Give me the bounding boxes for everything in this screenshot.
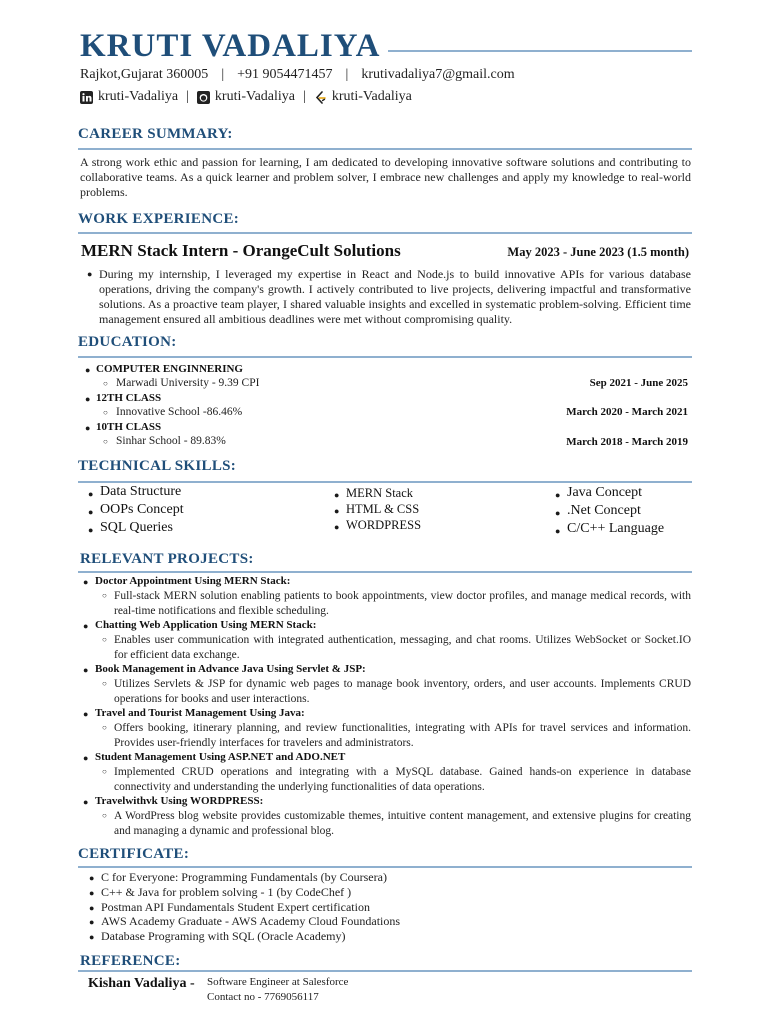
phone[interactable]: +91 9054471457 bbox=[237, 67, 333, 82]
bullet: ● bbox=[83, 621, 89, 631]
sub-bullet: ○ bbox=[103, 408, 108, 417]
location: Rajkot,Gujarat 360005 bbox=[80, 67, 209, 82]
education-school: Marwadi University - 9.39 CPI bbox=[116, 377, 260, 389]
skill-item: SQL Queries bbox=[100, 520, 173, 535]
project-description: Full-stack MERN solution enabling patients to book appointments, view doctor profiles, and manage medical records, with real-time notifications and flexible scheduling. bbox=[114, 590, 691, 617]
section-divider bbox=[78, 481, 692, 483]
certificate-item: Postman API Fundamentals Student Expert certification bbox=[101, 900, 370, 914]
bullet: ● bbox=[334, 506, 340, 516]
leetcode-link[interactable]: kruti-Vadaliya bbox=[331, 89, 412, 104]
certificate-item: C for Everyone: Programming Fundamentals (by Coursera) bbox=[101, 870, 387, 884]
bullet: ● bbox=[555, 490, 561, 500]
certificate-item: Database Programing with SQL (Oracle Academy) bbox=[101, 929, 346, 943]
reference-name: Kishan Vadaliya - bbox=[88, 976, 195, 991]
name-divider bbox=[388, 50, 692, 52]
section-divider bbox=[78, 866, 692, 868]
section-heading-education: EDUCATION: bbox=[78, 334, 177, 350]
project-description: Enables user communication with integrated authentication, messaging, and chat rooms. Utilizes WebSocket or Socket.IO for efficient data exchange. bbox=[114, 634, 691, 661]
bullet: ● bbox=[83, 797, 89, 807]
sub-bullet: ○ bbox=[103, 437, 108, 446]
job-description: During my internship, I leveraged my expertise in React and Node.js to build innovative APIs for various database operations, driving the company's growth. I actively contributed to live projects, delivering impactful and transformative solutions. As a proactive team player, I shared valuable insights and excelled in systematic problem-solving. Efficient time management ensured all ambitious deadlines were met without compromising quality. bbox=[99, 267, 691, 326]
bullet: ● bbox=[87, 269, 93, 279]
bullet: ● bbox=[334, 490, 340, 500]
skill-item: HTML & CSS bbox=[346, 502, 420, 516]
github-icon bbox=[197, 91, 210, 104]
bullet: ● bbox=[555, 508, 561, 518]
section-heading-projects: RELEVANT PROJECTS: bbox=[80, 551, 254, 567]
bullet: ● bbox=[83, 577, 89, 587]
section-divider bbox=[78, 571, 692, 573]
separator: | bbox=[345, 67, 349, 82]
sub-bullet: ○ bbox=[102, 767, 107, 776]
section-divider bbox=[78, 970, 692, 972]
project-title: Travelwithvk Using WORDPRESS: bbox=[95, 795, 264, 807]
education-date: March 2018 - March 2019 bbox=[566, 436, 688, 448]
skill-item: C/C++ Language bbox=[567, 521, 665, 536]
project-description: A WordPress blog website provides customizable themes, intuitive content management, and extensive plugins for creating and managing a dynamic and professional blog. bbox=[114, 810, 691, 837]
leetcode-icon bbox=[314, 91, 327, 104]
skill-item: .Net Concept bbox=[567, 503, 641, 518]
project-title: Book Management in Advance Java Using Servlet & JSP: bbox=[95, 663, 366, 675]
contact-line bbox=[80, 67, 515, 83]
skill-item: Data Structure bbox=[100, 484, 182, 499]
email-link[interactable]: krutivadaliya7@gmail.com bbox=[361, 67, 515, 82]
sub-bullet: ○ bbox=[102, 811, 107, 820]
project-title: Travel and Tourist Management Using Java: bbox=[95, 707, 305, 719]
bullet: ● bbox=[89, 888, 95, 898]
separator: | bbox=[186, 89, 189, 104]
bullet: ● bbox=[89, 903, 95, 913]
bullet: ● bbox=[88, 489, 94, 499]
project-title: Doctor Appointment Using MERN Stack: bbox=[95, 575, 291, 587]
skill-item: Java Concept bbox=[567, 485, 643, 500]
bullet: ● bbox=[85, 365, 91, 375]
section-heading-certificate: CERTIFICATE: bbox=[78, 846, 190, 862]
bullet: ● bbox=[88, 525, 94, 535]
bullet: ● bbox=[83, 665, 89, 675]
reference-role: Software Engineer at Salesforce bbox=[207, 976, 349, 988]
separator: | bbox=[303, 89, 306, 104]
bullet: ● bbox=[89, 932, 95, 942]
section-heading-summary: CAREER SUMMARY: bbox=[78, 126, 233, 142]
skill-item: MERN Stack bbox=[346, 486, 414, 500]
bullet: ● bbox=[555, 526, 561, 536]
bullet: ● bbox=[85, 423, 91, 433]
education-school: Innovative School -86.46% bbox=[116, 406, 243, 418]
reference-contact: Contact no - 7769056117 bbox=[207, 991, 319, 1003]
separator: | bbox=[221, 67, 225, 82]
skill-item: OOPs Concept bbox=[100, 502, 184, 517]
education-degree: COMPUTER ENGINNERING bbox=[96, 363, 243, 375]
bullet: ● bbox=[89, 873, 95, 883]
career-summary-text: A strong work ethic and passion for learning, I am dedicated to developing innovative software solutions and contributing to collaborative teams. As a quick learner and problem solver, I embrace new challenges and apply my knowledge to real-world problems. bbox=[80, 155, 691, 199]
github-link[interactable]: kruti-Vadaliya bbox=[214, 89, 295, 104]
project-description: Utilizes Servlets & JSP for dynamic web pages to manage book inventory, orders, and user accounts. Implements CRUD operations for books and user interactions. bbox=[114, 678, 691, 705]
section-heading-reference: REFERENCE: bbox=[80, 953, 181, 969]
sub-bullet: ○ bbox=[102, 723, 107, 732]
project-title: Chatting Web Application Using MERN Stack: bbox=[95, 619, 317, 631]
education-degree: 12TH CLASS bbox=[96, 392, 162, 404]
name-row bbox=[80, 28, 692, 68]
bullet: ● bbox=[88, 507, 94, 517]
section-heading-experience: WORK EXPERIENCE: bbox=[78, 211, 240, 227]
social-links bbox=[80, 89, 412, 105]
section-heading-skills: TECHNICAL SKILLS: bbox=[78, 458, 237, 474]
skill-item: WORDPRESS bbox=[346, 518, 422, 532]
sub-bullet: ○ bbox=[102, 635, 107, 644]
education-school: Sinhar School - 89.83% bbox=[116, 435, 226, 447]
education-date: March 2020 - March 2021 bbox=[566, 406, 688, 418]
education-date: Sep 2021 - June 2025 bbox=[589, 377, 688, 389]
project-title: Student Management Using ASP.NET and ADO.NET bbox=[95, 751, 346, 763]
job-date: May 2023 - June 2023 (1.5 month) bbox=[507, 245, 689, 259]
certificate-item: C++ & Java for problem solving - 1 (by CodeChef ) bbox=[101, 885, 352, 899]
section-divider bbox=[78, 148, 692, 150]
project-description: Implemented CRUD operations and integrating with a MySQL database. Gained hands-on experience in database connectivity and understanding the underlying functionalities of data operations. bbox=[114, 766, 691, 793]
section-divider bbox=[78, 356, 692, 358]
bullet: ● bbox=[89, 917, 95, 927]
job-title: MERN Stack Intern - OrangeCult Solutions bbox=[81, 241, 401, 260]
candidate-name: KRUTI VADALIYA bbox=[80, 28, 381, 64]
bullet: ● bbox=[83, 753, 89, 763]
linkedin-link[interactable]: kruti-Vadaliya bbox=[98, 89, 179, 104]
bullet: ● bbox=[83, 709, 89, 719]
linkedin-icon bbox=[80, 91, 93, 104]
project-description: Offers booking, itinerary planning, and review functionalities, integrating with APIs for travel services and information. Provides user-friendly interfaces for travelers and administrators. bbox=[114, 722, 691, 749]
section-divider bbox=[78, 232, 692, 234]
certificate-item: AWS Academy Graduate - AWS Academy Cloud Foundations bbox=[101, 914, 401, 928]
bullet: ● bbox=[85, 394, 91, 404]
sub-bullet: ○ bbox=[102, 679, 107, 688]
bullet: ● bbox=[334, 522, 340, 532]
education-degree: 10TH CLASS bbox=[96, 421, 162, 433]
sub-bullet: ○ bbox=[102, 591, 107, 600]
sub-bullet: ○ bbox=[103, 379, 108, 388]
